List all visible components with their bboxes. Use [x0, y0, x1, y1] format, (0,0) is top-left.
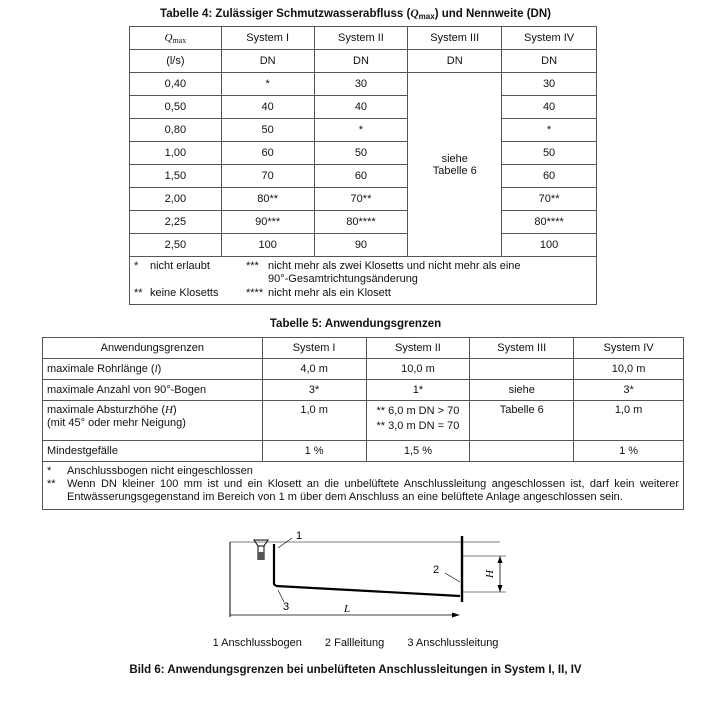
cell-s1: 50: [221, 119, 314, 142]
dn-1: DN: [221, 50, 314, 73]
cell-q: 0,80: [130, 119, 222, 142]
label-bogen: maximale Anzahl von 90°-Bogen: [43, 380, 263, 401]
cell-s4: 60: [502, 165, 597, 188]
note-marker: ****: [246, 287, 264, 299]
cell-s1: 60: [221, 142, 314, 165]
figure-diagram: [210, 528, 510, 630]
head-system-3: System III: [408, 27, 502, 50]
cell-s4: 50: [502, 142, 597, 165]
label-3: 3: [283, 601, 290, 613]
cell-s3: [470, 441, 574, 462]
label-mindestgefaelle: Mindestgefälle: [43, 441, 263, 462]
cell-s3: [470, 359, 574, 380]
cell-q: 2,50: [130, 234, 222, 257]
head-anwendungsgrenzen: Anwendungsgrenzen: [43, 338, 263, 359]
head-system-1: System I: [221, 27, 314, 50]
table5-header-row: [43, 338, 684, 359]
figure-legend: [0, 637, 711, 649]
cell-q: 0,50: [130, 96, 222, 119]
head-qmax: $Q_{max}$: [130, 27, 222, 50]
cell-s1: 40: [221, 96, 314, 119]
cell-q: 0,40: [130, 73, 222, 96]
cell-s2: 50: [314, 142, 408, 165]
table5-caption: Tabelle 5: Anwendungsgrenzen: [269, 318, 442, 330]
table-row: [130, 165, 597, 188]
label-2: 2: [433, 564, 440, 576]
cell-s2: *: [314, 119, 408, 142]
cell-s1: *: [221, 73, 314, 96]
table-row: [130, 211, 597, 234]
cell-s4: 40: [502, 96, 597, 119]
cell-s1: 90***: [221, 211, 314, 234]
note-marker: ***: [246, 260, 259, 272]
note-marker: *: [134, 260, 139, 272]
table-row: [130, 96, 597, 119]
table-row: [130, 119, 597, 142]
head-system-1: System I: [262, 338, 366, 359]
arrow-icon: [452, 613, 460, 618]
label-rohrlaenge: maximale Rohrlänge (l): [43, 359, 263, 380]
cell-s2: 1,5 %: [366, 441, 470, 462]
legend-item: 1 Anschlussbogen: [212, 637, 302, 649]
cell-s1: 4,0 m: [262, 359, 366, 380]
table-row: [43, 441, 684, 462]
table-row: [130, 73, 597, 96]
label-1: 1: [296, 530, 303, 542]
head-unit: (l/s): [130, 50, 222, 73]
table4-notes: [130, 257, 597, 305]
table4-header-row: [130, 27, 597, 50]
footnote: * Anschlussbogen nicht eingeschlossen: [47, 465, 253, 477]
cell-q: 2,00: [130, 188, 222, 211]
cell-s2: 60: [314, 165, 408, 188]
cell-s1: 1 %: [262, 441, 366, 462]
cell-s2: 30: [314, 73, 408, 96]
cell-s4: 1 %: [574, 441, 684, 462]
figure-caption: Bild 6: Anwendungsgrenzen bei unbelüfteten Anschlussleitungen in System I, II, IV: [129, 664, 582, 676]
table-row: [43, 401, 684, 441]
note-text: nicht mehr als ein Klosett: [268, 287, 391, 299]
head-system-2: System II: [314, 27, 408, 50]
table5-notes: [43, 462, 684, 510]
cell-s4: 30: [502, 73, 597, 96]
cell-s2: 80****: [314, 211, 408, 234]
cell-s2: 90: [314, 234, 408, 257]
cell-q: 2,25: [130, 211, 222, 234]
table5-notes-row: [43, 462, 684, 510]
cell-s4: 80****: [502, 211, 597, 234]
cell-s2: 10,0 m: [366, 359, 470, 380]
cell-s3: Tabelle 6: [470, 401, 574, 441]
note-marker: **: [134, 287, 143, 299]
anschlussleitung: [276, 586, 460, 596]
cell-s1: 1,0 m: [262, 401, 366, 441]
dn-2: DN: [314, 50, 408, 73]
table4-caption: Tabelle 4: Zulässiger Schmutzwasserabfluss $(Q_{max})$ und Nennweite (DN): [160, 8, 551, 21]
cell-s1: 100: [221, 234, 314, 257]
head-system-4: System IV: [502, 27, 597, 50]
dn-4: DN: [502, 50, 597, 73]
trap-icon: [258, 552, 264, 560]
cell-s1: 70: [221, 165, 314, 188]
cell-s4: 100: [502, 234, 597, 257]
label-H: H: [484, 570, 496, 578]
note-text: keine Klosetts: [150, 287, 219, 299]
cell-s1: 80**: [221, 188, 314, 211]
cell-s4: 3*: [574, 380, 684, 401]
cell-s2: 1*: [366, 380, 470, 401]
funnel-icon: [254, 540, 268, 546]
table5: [42, 337, 684, 510]
cell-s1: 3*: [262, 380, 366, 401]
cell-s4: *: [502, 119, 597, 142]
table-row: [130, 188, 597, 211]
note-text: nicht mehr als zwei Klosetts und nicht mehr als eine 90°-Gesamtrichtungsänderung: [268, 260, 521, 285]
legend-item: 2 Fallleitung: [324, 637, 385, 649]
footnote: ** Wenn DN kleiner 100 mm ist und ein Klosett an die unbelüftete Anschlussleitung angeschlossen ist, darf kein weiterer Entwässerungsgegenstand im Bereich von 1 m über dem Anschluss an eine belüftete Anlage angeschlossen sein.: [47, 478, 679, 503]
table-row: [43, 359, 684, 380]
anschlussbogen: [274, 544, 276, 586]
note-text: nicht erlaubt: [150, 260, 210, 272]
table-row: [130, 234, 597, 257]
table-row: [130, 142, 597, 165]
cell-system-3-siehe: siehe Tabelle 6: [408, 73, 502, 257]
head-system-3: System III: [470, 338, 574, 359]
table4-notes-row: [130, 257, 597, 305]
cell-q: 1,50: [130, 165, 222, 188]
cell-s2: 70**: [314, 188, 408, 211]
head-system-2: System II: [366, 338, 470, 359]
dn-3: DN: [408, 50, 502, 73]
label-absturzhoehe: maximale Absturzhöhe (H) (mit 45° oder mehr Neigung): [43, 401, 263, 441]
head-system-4: System IV: [574, 338, 684, 359]
legend-item: 3 Anschlussleitung: [407, 637, 499, 649]
cell-s4: 1,0 m: [574, 401, 684, 441]
cell-s2: ** 6,0 m DN > 70 ** 3,0 m DN = 70: [366, 401, 470, 441]
table4: [129, 26, 597, 305]
cell-s4: 10,0 m: [574, 359, 684, 380]
cell-q: 1,00: [130, 142, 222, 165]
table4-unit-row: [130, 50, 597, 73]
cell-s4: 70**: [502, 188, 597, 211]
cell-s3: siehe: [470, 380, 574, 401]
cell-s2: 40: [314, 96, 408, 119]
table-row: [43, 380, 684, 401]
label-L: L: [344, 603, 351, 615]
